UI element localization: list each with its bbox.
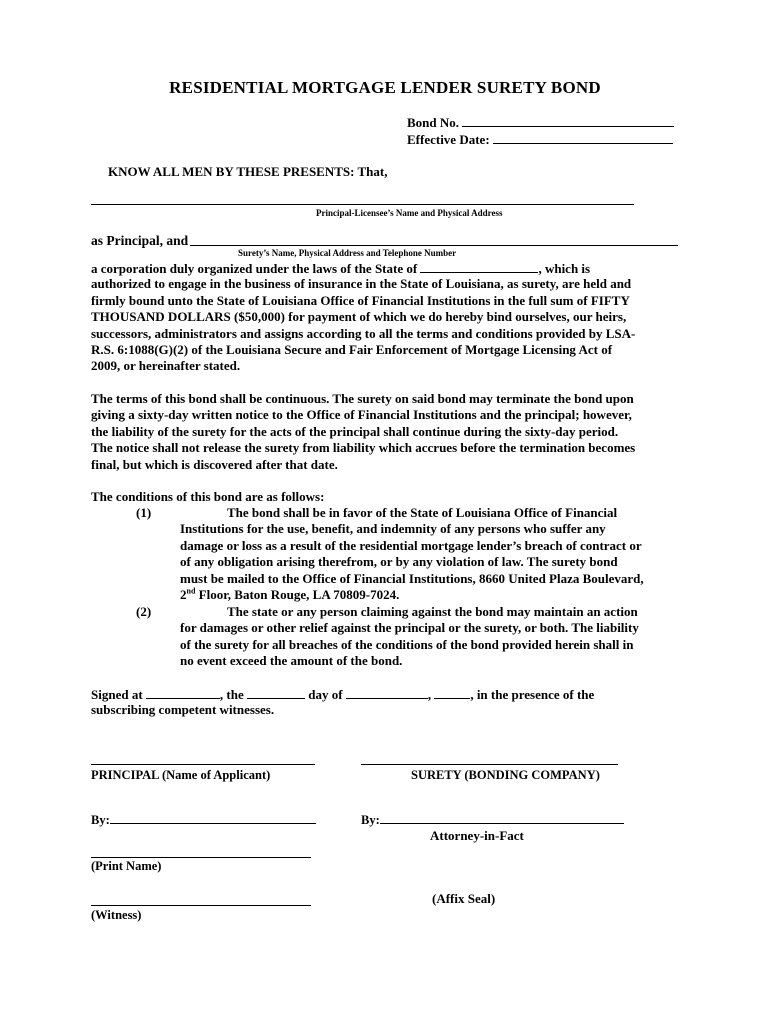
bond-number-blank[interactable]	[462, 114, 674, 127]
condition-1-first-line: The bond shall be in favor of the State of Louisiana Office of Financial	[227, 505, 618, 520]
paragraph-1-line: THOUSAND DOLLARS ($50,000) for payment of which we do hereby bind ourselves, our heirs,	[91, 309, 627, 325]
paragraph-2-line: The notice shall not release the surety from liability which accrues before the termination becomes	[91, 440, 636, 456]
address-end: Floor, Baton Rouge, LA 70809-7024.	[195, 586, 400, 602]
principal-label: PRINCIPAL (Name of Applicant)	[91, 768, 271, 782]
paragraph-1-line: R.S. 6:1088(G)(2) of the Louisiana Secure and Fair Enforcement of Mortgage Licensing Act of	[91, 341, 613, 357]
condition-2-line: no event exceed the amount of the bond.	[180, 653, 403, 669]
paragraph-1-line: firmly bound unto the State of Louisiana Office of Financial Institutions in the full sum of FIFTY	[91, 292, 630, 308]
surety-label: SURETY (BONDING COMPANY)	[411, 768, 600, 782]
signed-day-blank[interactable]	[247, 686, 305, 699]
effective-date-label: Effective Date:	[407, 132, 490, 147]
witness-line[interactable]	[91, 905, 311, 906]
condition-2-line: for damages or other relief against the principal or the surety, or both. The liability	[180, 620, 639, 636]
paragraph-1	[91, 260, 635, 375]
signed-month-blank[interactable]	[346, 686, 428, 699]
surety-by-label: By:	[361, 813, 380, 827]
document-title: RESIDENTIAL MORTGAGE LENDER SURETY BOND	[169, 78, 601, 97]
conditions-intro-text: The conditions of this bond are as follows:	[91, 489, 325, 504]
state-of-incorporation-blank[interactable]	[420, 260, 538, 273]
paragraph-1-line: authorized to engage in the business of insurance in the State of Louisiana, as surety, are held and	[91, 276, 632, 292]
condition-1-last-line	[180, 587, 644, 603]
as-principal-text: as Principal, and	[91, 233, 189, 248]
bond-number-label: Bond No.	[407, 115, 460, 130]
print-name-label: (Print Name)	[91, 859, 162, 873]
attorney-in-fact-label: Attorney-in-Fact	[430, 828, 524, 843]
signed-at-text: Signed at	[91, 687, 146, 702]
principal-name-line[interactable]	[91, 204, 634, 205]
signed-day-of-text: day of	[305, 687, 346, 702]
signed-line-2: subscribing competent witnesses.	[91, 702, 275, 718]
paragraph-1-line-1	[91, 260, 635, 276]
signed-line-1	[91, 686, 594, 702]
signed-paragraph	[91, 686, 594, 719]
know-all-men-text: KNOW ALL MEN BY THESE PRESENTS: That,	[108, 164, 388, 179]
condition-2-line: of the surety for all breaches of the conditions of the bond provided herein shall in	[180, 636, 634, 652]
paragraph-2-line: giving a sixty-day written notice to the Office of Financial Institutions and the principal; however,	[91, 407, 632, 423]
signed-presence-text: , in the presence of the	[470, 687, 595, 702]
principal-signature-line[interactable]	[91, 764, 315, 765]
principal-by-field[interactable]	[91, 813, 316, 828]
affix-seal-label: (Affix Seal)	[432, 891, 496, 906]
paragraph-1-line-1-end: , which is	[538, 261, 591, 276]
condition-1-line: must be mailed to the Office of Financial Institutions, 8660 United Plaza Boulevard,	[180, 570, 644, 586]
signed-comma-text: ,	[427, 687, 435, 702]
paragraph-1-line: 2009, or hereinafter stated.	[91, 358, 241, 374]
condition-2-first-line: The state or any person claiming against the bond may maintain an action	[227, 604, 638, 619]
principal-caption: Principal-Licensee’s Name and Physical Address	[316, 208, 503, 218]
surety-caption: Surety’s Name, Physical Address and Telephone Number	[238, 248, 457, 258]
witness-label: (Witness)	[91, 908, 142, 922]
condition-1-line: Institutions for the use, benefit, and indemnity of any persons who suffer any	[180, 521, 606, 537]
condition-1-number: (1)	[136, 505, 152, 520]
condition-2	[180, 604, 639, 670]
signed-at-place-blank[interactable]	[146, 686, 220, 699]
condition-1	[180, 505, 644, 603]
principal-by-blank[interactable]	[110, 813, 316, 824]
floor-number: 2	[180, 586, 187, 602]
effective-date-blank[interactable]	[493, 131, 673, 144]
paragraph-1-line: successors, administrators and assigns according to all the terms and conditions provided by LSA-	[91, 325, 636, 341]
condition-2-number: (2)	[136, 604, 152, 619]
condition-1-line: damage or loss as a result of the residential mortgage lender’s breach of contract or	[180, 537, 642, 553]
bond-number-field[interactable]	[407, 114, 674, 131]
floor-suffix: nd	[186, 586, 196, 596]
paragraph-1-line-1-text: a corporation duly organized under the laws of the State of	[91, 261, 418, 276]
surety-name-line[interactable]	[190, 245, 678, 246]
print-name-line[interactable]	[91, 857, 311, 858]
condition-1-line: of any obligation arising therefrom, or by any violation of law. The surety bond	[180, 554, 618, 570]
principal-by-label: By:	[91, 813, 110, 827]
paragraph-2-line: final, but which is discovered after that date.	[91, 456, 338, 472]
signed-year-blank[interactable]	[434, 686, 470, 699]
surety-signature-line[interactable]	[361, 764, 618, 765]
surety-by-field[interactable]	[361, 813, 624, 828]
paragraph-2-line: The terms of this bond shall be continuous. The surety on said bond may terminate the bond upon	[91, 391, 634, 406]
effective-date-field[interactable]	[407, 131, 673, 148]
conditions-intro	[91, 489, 324, 505]
paragraph-2	[91, 391, 635, 473]
surety-by-blank[interactable]	[380, 813, 624, 824]
signed-the-text: , the	[219, 687, 247, 702]
paragraph-2-line: the liability of the surety for the acts of the principal shall continue during the sixty-day period.	[91, 423, 619, 439]
